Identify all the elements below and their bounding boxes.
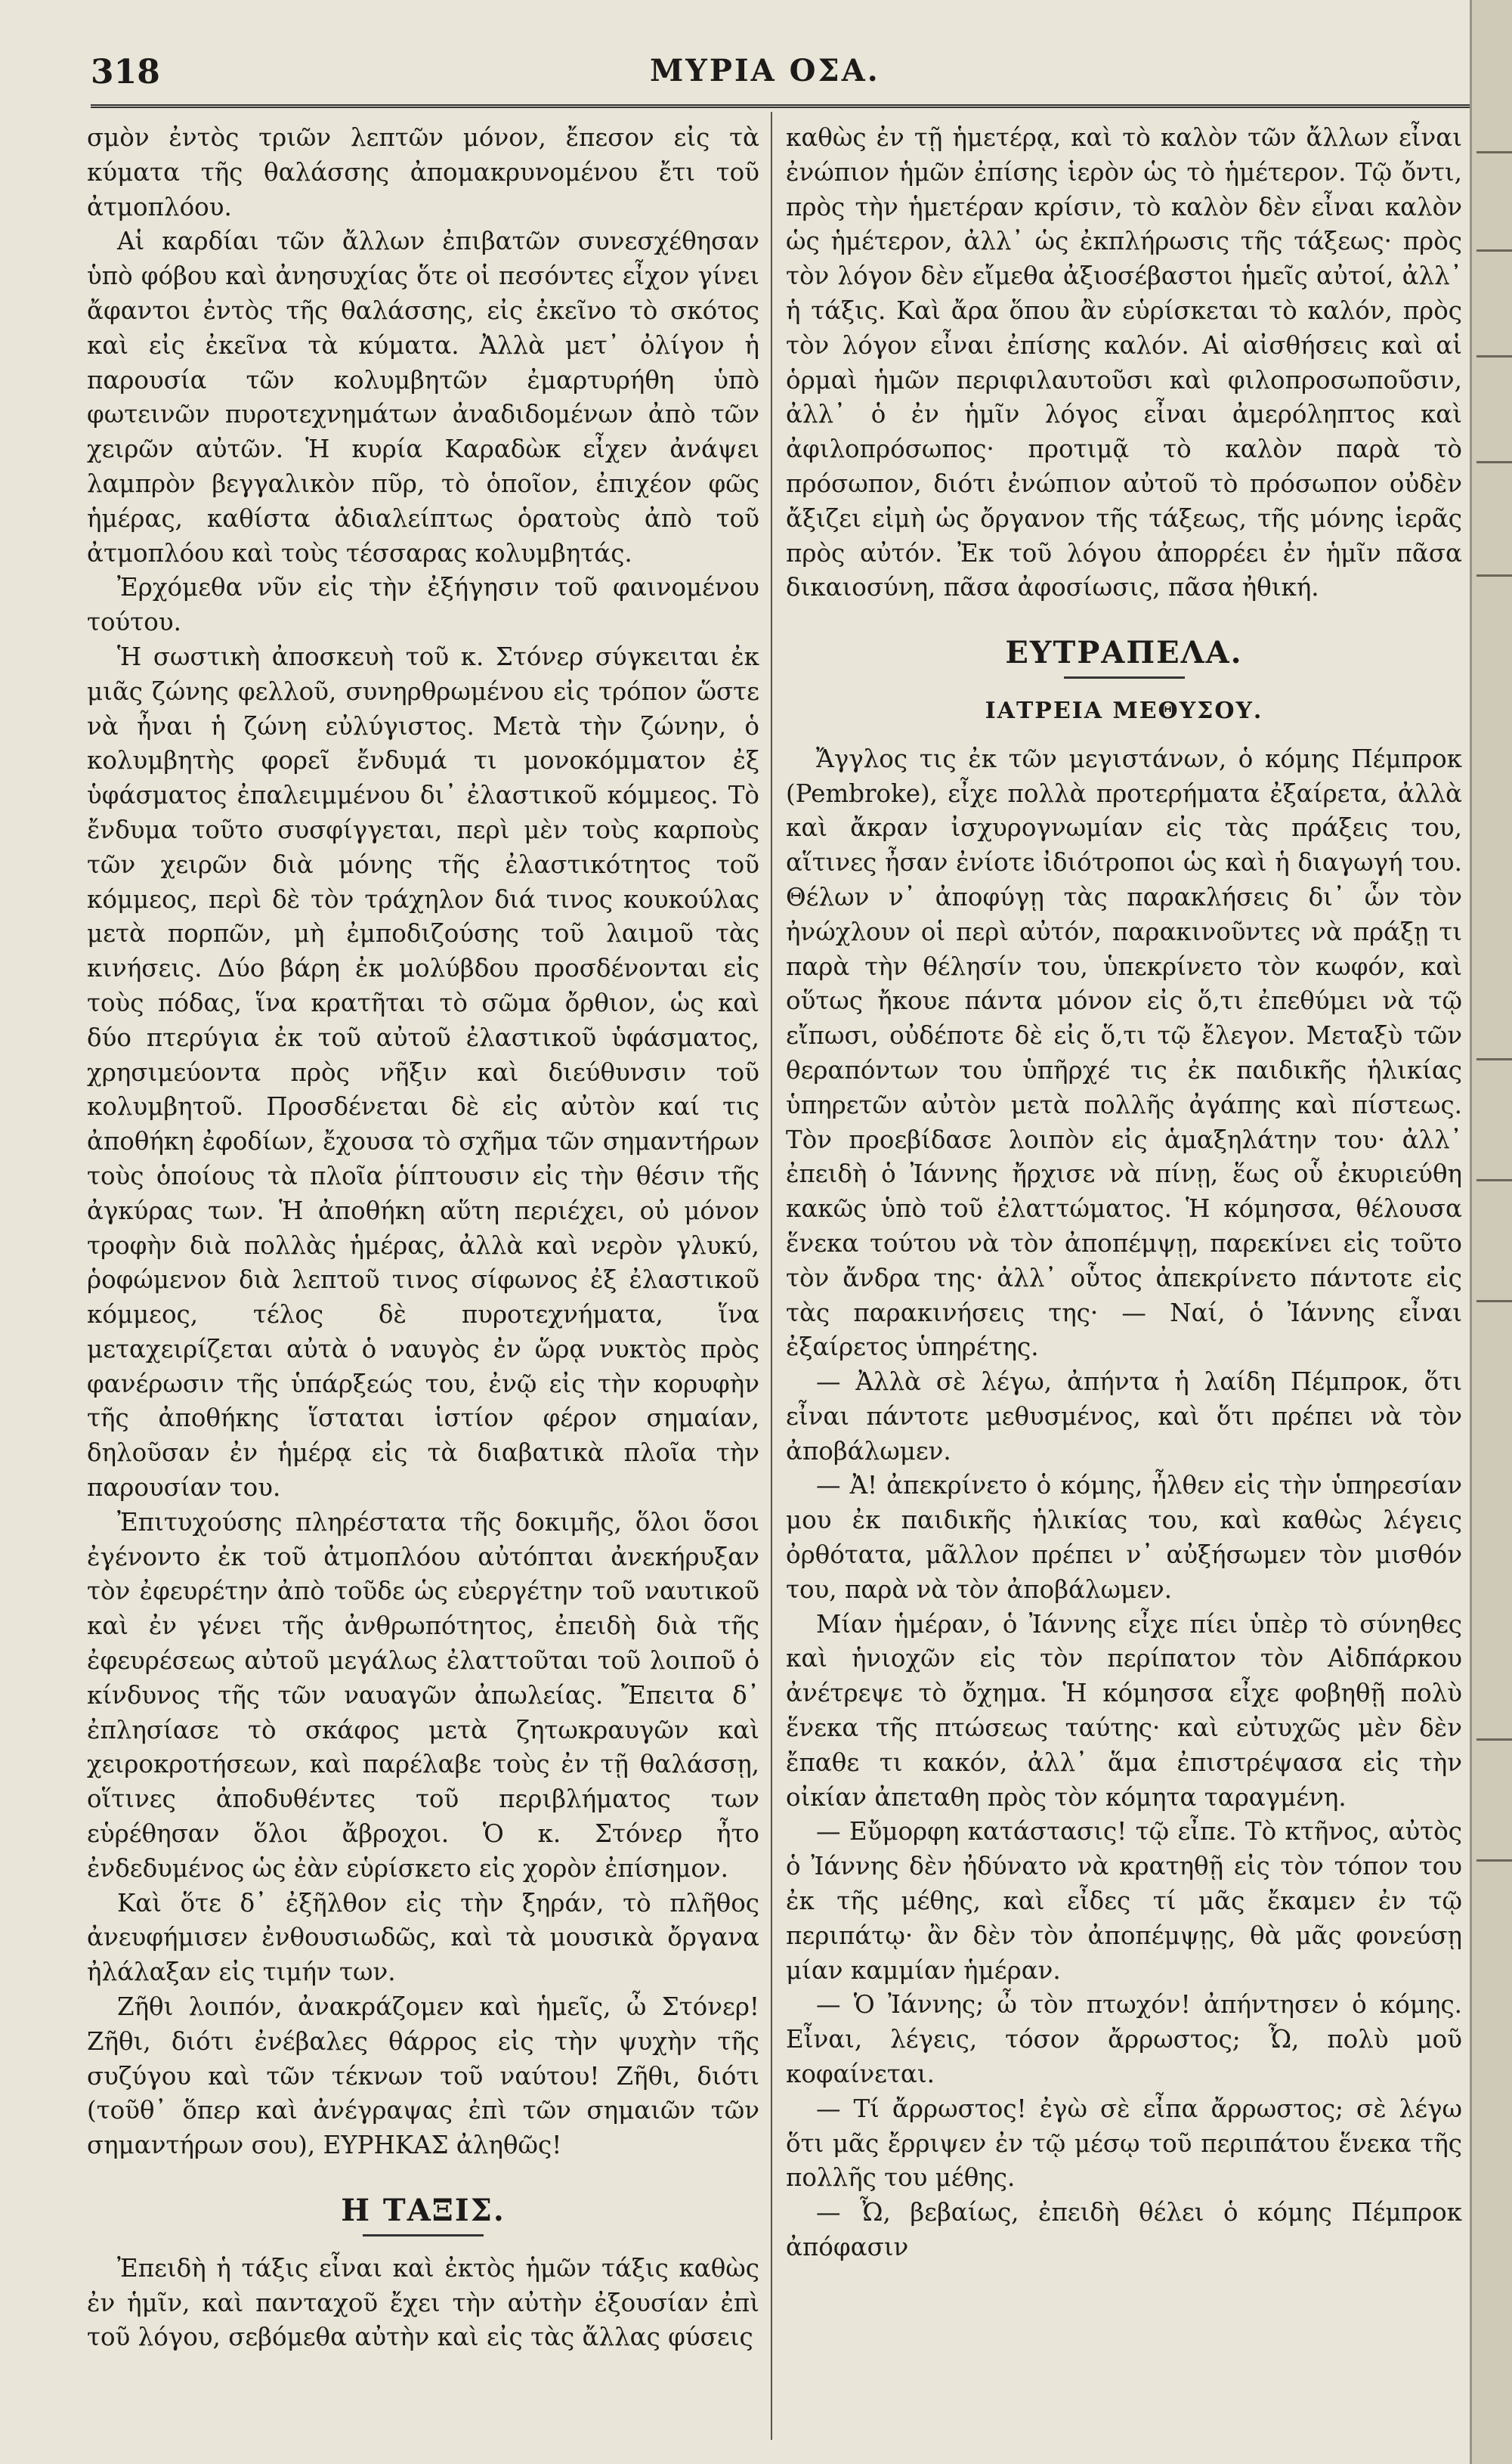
paragraph: — Εὔμορφη κατάστασις! τῷ εἶπε. Τὸ κτῆνος, αὐτὸς ὁ Ἰάννης δὲν ἠδύνατο νὰ κρατηθῇ εἰς τὸν τόπον του ἐκ τῆς μέθης, καὶ εἶδες τί μᾶς ἔκαμεν ἐν τῷ περιπάτῳ· ἂν δὲν τὸν ἀποπέμψῃς, θὰ μᾶς φονεύσῃ μίαν καμμίαν ἡμέραν. <box>786 1817 1462 1985</box>
paragraph: — Ὁ Ἰάννης; ὦ τὸν πτωχόν! ἀπήντησεν ὁ κόμης. Εἶναι, λέγεις, τόσον ἄρρωστος; Ὦ, πολὺ μοῦ κοφαίνεται. <box>786 1990 1462 2089</box>
paragraph: — Ἀ! ἀπεκρίνετο ὁ κόμης, ἦλθεν εἰς τὴν ὑπηρεσίαν μου ἐκ παιδικῆς ἡλικίας του, καὶ καθὼς λέγεις ὀρθότατα, μᾶλλον πρέπει ν᾽ αὐξήσωμεν τὸν μισθόν του, παρὰ νὰ τὸν ἀποβάλωμεν. <box>786 1471 1462 1604</box>
paragraph: Αἱ καρδίαι τῶν ἄλλων ἐπιβατῶν συνεσχέθησαν ὑπὸ φόβου καὶ ἀνησυχίας ὅτε οἱ πεσόντες εἶχον γίνει ἄφαντοι ἐντὸς τῆς θαλάσσης, εἰς ἐκεῖνο τὸ σκότος καὶ εἰς ἐκεῖνα τὰ κύματα. Ἀλλὰ μετ᾽ ὀλίγον ἡ παρουσία τῶν κολυμβητῶν ἐμαρτυρήθη ὑπὸ φωτεινῶν πυροτεχνημάτων ἀναδιδομένων ἀπὸ τῶν χειρῶν αὐτῶν. Ἡ κυρία Καραδὼκ εἶχεν ἀνάψει λαμπρὸν βεγγαλικὸν πῦρ, τὸ ὁποῖον, ἐπιχέον φῶς ἡμέρας, καθίστα ἀδιαλείπτως ὁρατοὺς ἀπὸ τοῦ ἀτμοπλόου καὶ τοὺς τέσσαρας κολυμβητάς. <box>87 227 759 568</box>
paragraph: — Τί ἄρρωστος! ἐγὼ σὲ εἶπα ἄρρωστος; σὲ λέγω ὅτι μᾶς ἔρριψεν ἐν τῷ μέσῳ τοῦ περιπάτου ἕνεκα τῆς πολλῆς του μέθης. <box>786 2094 1462 2193</box>
facing-text-fragment <box>1476 1859 1512 1862</box>
paragraph: Ἐρχόμεθα νῦν εἰς τὴν ἐξήγησιν τοῦ φαινομένου τούτου. <box>87 573 759 637</box>
paragraph: Καὶ ὅτε δ᾽ ἐξῆλθον εἰς τὴν ξηράν, τὸ πλῆθος ἀνευφήμισεν ἐνθουσιωδῶς, καὶ τὰ μουσικὰ ὄργανα ἠλάλαξαν εἰς τιμήν των. <box>87 1888 759 1987</box>
facing-text-fragment <box>1476 151 1512 153</box>
paragraph: Ἐπιτυχούσης πληρέστατα τῆς δοκιμῆς, ὅλοι ὅσοι ἐγένοντο ἐκ τοῦ ἀτμοπλόου αὐτόπται ἀνεκήρυξαν τὸν ἐφευρέτην ἀπὸ τοῦδε ὡς εὐεργέτην τοῦ ναυτικοῦ καὶ ἐν γένει τῆς ἀνθρωπότητος, ἐπειδὴ διὰ τῆς ἐφευρέσεως αὐτοῦ μεγάλως ἐλαττοῦται τοῦ λοιποῦ ὁ κίνδυνος τῆς τῶν ναυαγῶν ἀπωλείας. Ἔπειτα δ᾽ ἐπλησίασε τὸ σκάφος μετὰ ζητωκραυγῶν καὶ χειροκροτήσεων, καὶ παρέλαβε τοὺς ἐν τῇ θαλάσσῃ, οἵτινες ἀποδυθέντες τοῦ περιβλήματος των εὑρέθησαν ὅλοι ἄβροχοι. Ὁ κ. Στόνερ ἦτο ἐνδεδυμένος ὡς ἐὰν εὑρίσκετο εἰς χορὸν ἐπίσημον. <box>87 1507 759 1883</box>
facing-text-fragment <box>1476 1738 1512 1741</box>
paragraph: Μίαν ἡμέραν, ὁ Ἰάννης εἶχε πίει ὑπὲρ τὸ σύνηθες καὶ ἡνιοχῶν εἰς τὸν περίπατον τὸν Αἰδπάρκου ἀνέτρεψε τὸ ὄχημα. Ἡ κόμησσα εἶχε φοβηθῇ πολὺ ἕνεκα τῆς πτώσεως ταύτης· καὶ εὐτυχῶς μὲν δὲν ἔπαθε τι κακόν, ἀλλ᾽ ἅμα ἐπιστρέψασα εἰς τὴν οἰκίαν ἀπεταθη πρὸς τὸν κόμητα ταραγμένη. <box>786 1609 1462 1812</box>
paragraph: — Ἀλλὰ σὲ λέγω, ἀπήντα ἡ λαίδη Πέμπροκ, ὅτι εἶναι πάντοτε μεθυσμένος, καὶ ὅτι πρέπει νὰ τὸν ἀποβάλωμεν. <box>786 1367 1462 1466</box>
facing-page-edge <box>1470 0 1512 2464</box>
paragraph: Ἡ σωστικὴ ἀποσκευὴ τοῦ κ. Στόνερ σύγκειται ἐκ μιᾶς ζώνης φελλοῦ, συνηρθρωμένου εἰς τρόπον ὥστε νὰ ἦναι ἡ ζώνη εὐλύγιστος. Μετὰ τὴν ζώνην, ὁ κολυμβητὴς φορεῖ ἔνδυμά τι μονοκόμματον ἐξ ὑφάσματος ἐπαλειμμένου δι᾽ ἐλαστικοῦ κόμμεος. Τὸ ἔνδυμα τοῦτο συσφίγγεται, περὶ μὲν τοὺς καρποὺς τῶν χειρῶν διὰ μόνης τῆς ἐλαστικότητος τοῦ κόμμεος, περὶ δὲ τὸν τράχηλον διά τινος κουκούλας μετὰ πορπῶν, μὴ ἐμποδιζούσης τοῦ λαιμοῦ τὰς κινήσεις. Δύο βάρη ἐκ μολύβδου προσδένονται εἰς τοὺς πόδας, ἵνα κρατῆται τὸ σῶμα ὄρθιον, ὡς καὶ δύο πτερύγια ἐκ τοῦ αὐτοῦ ἐλαστικοῦ ὑφάσματος, χρησιμεύοντα πρὸς νῆξιν καὶ διεύθυνσιν τοῦ κολυμβητοῦ. Προσδένεται δὲ εἰς αὐτὸν καί τις ἀποθήκη ἐφοδίων, ἔχουσα τὸ σχῆμα τῶν σημαντήρων τοὺς ὁποίους τὰ πλοῖα ῥίπτουσιν εἰς τὴν θέσιν τῆς ἀγκύρας των. Ἡ ἀποθήκη αὕτη περιέχει, οὐ μόνον τροφὴν διὰ πολλὰς ἡμέρας, ἀλλὰ καὶ νερὸν γλυκύ, ῥοφώμενον διὰ λεπτοῦ τινος σίφωνος ἐξ ἐλαστικοῦ κόμμεος, τέλος δὲ πυροτεχνήματα, ἵνα μεταχειρίζεται αὐτὰ ὁ ναυγὸς ἐν ὥρᾳ νυκτὸς πρὸς φανέρωσιν τῆς ὑπάρξεώς του, ἐνῷ εἰς τὴν κορυφὴν τῆς ἀποθήκης ἵσταται ἱστίον φέρον σημαίαν, δηλοῦσαν ἐν ἡμέρᾳ εἰς τὰ διαβατικὰ πλοῖα τὴν παρουσίαν του. <box>87 642 759 1503</box>
section-rule <box>1064 676 1185 679</box>
paragraph: Ἐπειδὴ ἡ τάξις εἶναι καὶ ἐκτὸς ἡμῶν τάξις καθὼς ἐν ἡμῖν, καὶ πανταχοῦ ἔχει τὴν αὐτὴν ἐξουσίαν ἐπὶ τοῦ λόγου, σεβόμεθα αὐτὴν καὶ εἰς τὰς ἄλλας φύσεις <box>87 2253 759 2352</box>
facing-text-fragment <box>1476 1300 1512 1302</box>
paragraph: Ἄγγλος τις ἐκ τῶν μεγιστάνων, ὁ κόμης Πέμπροκ (Pembroke), εἶχε πολλὰ προτερήματα ἐξαίρετα, ἀλλὰ καὶ ἄκραν ἰσχυρογνωμίαν εἰς τὰς πράξεις του, αἵτινες ἦσαν ἐνίοτε ἰδιότροποι ὡς καὶ ἡ διαγωγή του. Θέλων ν᾽ ἀποφύγῃ τὰς παρακλήσεις δι᾽ ὧν τὸν ἠνώχλουν οἱ περὶ αὐτόν, παρακινοῦντες νὰ πράξῃ τι παρὰ τὴν θέλησίν του, ὑπεκρίνετο τὸν κωφόν, καὶ οὕτως ἤκουε πάντα μόνον εἰς ὅ,τι ἐπεθύμει νὰ τῷ εἴπωσι, οὐδέποτε δὲ εἰς ὅ,τι τῷ ἔλεγον. Μεταξὺ τῶν θεραπόντων του ὑπῆρχέ τις ἐκ παιδικῆς ἡλικίας ὑπηρετῶν αὐτὸν μετὰ πολλῆς ἀγάπης καὶ πίστεως. Τὸν προεβίδασε λοιπὸν εἰς ἁμαξηλάτην του· ἀλλ᾽ ἐπειδὴ ὁ Ἰάννης ἤρχισε νὰ πίνῃ, ἕως οὗ ἐκυριεύθη κακῶς ὑπὸ τοῦ ἐλαττώματος. Ἡ κόμησσα, θέλουσα ἕνεκα τούτου νὰ τὸν ἀποπέμψῃ, παρεκίνει εἰς τοῦτο τὸν ἄνδρα της· ἀλλ᾽ οὗτος ἀπεκρίνετο πάντοτε εἰς τὰς παρακινήσεις της· — Ναί, ὁ Ἰάννης εἶναι ἐξαίρετος ὑπηρέτης. <box>786 744 1462 1362</box>
column-divider <box>771 112 772 2440</box>
facing-text-fragment <box>1476 1058 1512 1060</box>
page-number: 318 <box>91 53 160 91</box>
subsection-title: ΙΑΤΡΕΙΑ ΜΕΘΥΣΟΥ. <box>985 697 1263 724</box>
journal-title: ΜΥΡΙΑ ΟΣΑ. <box>650 53 880 88</box>
running-head <box>91 53 1473 106</box>
paragraph: καθὼς ἐν τῇ ἡμετέρᾳ, καὶ τὸ καλὸν τῶν ἄλλων εἶναι ἐνώπιον ἡμῶν ἐπίσης ἱερὸν ὡς τὸ ἡμέτερον. Τῷ ὄντι, πρὸς τὴν ἡμετέραν κρίσιν, τὸ καλὸν δὲν εἶναι καλὸν ὡς ἡμέτερον, ἀλλ᾽ ὡς ἐκπλήρωσις τῆς τάξεως· πρὸς τὸν λόγον δὲν εἴμεθα ἀξιοσέβαστοι ἡμεῖς αὐτοί, ἀλλ᾽ ἡ τάξις. Καὶ ἄρα ὅπου ἂν εὑρίσκεται τὸ καλόν, πρὸς τὸν λόγον εἶναι ἐπίσης καλόν. Αἱ αἰσθήσεις καὶ αἱ ὁρμαὶ ἡμῶν περιφιλαυτοῦσι καὶ φιλοπροσωποῦσιν, ἀλλ᾽ ὁ ἐν ἡμῖν λόγος εἶναι ἀμερόληπτος καὶ ἀφιλοπρόσωπος· προτιμᾷ τὸ καλὸν παρὰ τὸ πρόσωπον, διότι ἐνώπιον αὐτοῦ τὸ πρόσωπον οὐδὲν ἄξιζει εἰμὴ ὡς ὄργανον τῆς τάξεως, τῆς μόνης ἱερᾶς πρὸς αὐτόν. Ἐκ τοῦ λόγου ἀπορρέει ἐν ἡμῖν πᾶσα δικαιοσύνη, πᾶσα ἀφοσίωσις, πᾶσα ἠθική. <box>786 123 1462 602</box>
right-column <box>786 121 1462 2265</box>
facing-text-fragment <box>1476 461 1512 463</box>
section-rule <box>363 2234 484 2236</box>
paragraph: σμὸν ἐντὸς τριῶν λεπτῶν μόνον, ἔπεσον εἰς τὰ κύματα τῆς θαλάσσης ἀπομακρυνομένου ἔτι τοῦ ἀτμοπλόου. <box>87 123 759 221</box>
facing-text-fragment <box>1476 574 1512 577</box>
facing-text-fragment <box>1476 1179 1512 1181</box>
paragraph: — Ὦ, βεβαίως, ἐπειδὴ θέλει ὁ κόμης Πέμπροκ ἀπόφασιν <box>786 2198 1462 2262</box>
section-title-eutrapela: ΕΥΤΡΑΠΕΛΑ. <box>1005 635 1243 671</box>
facing-text-fragment <box>1476 355 1512 358</box>
left-column <box>87 121 759 2355</box>
header-rule <box>91 104 1473 108</box>
section-title-taxis: Η ΤΑΞΙΣ. <box>341 2193 506 2229</box>
paragraph: Ζῆθι λοιπόν, ἀνακράζομεν καὶ ἡμεῖς, ὦ Στόνερ! Ζῆθι, διότι ἐνέβαλες θάρρος εἰς τὴν ψυχὴν τῆς συζύγου καὶ τῶν τέκνων τοῦ ναύτου! Ζῆθι, διότι (τοῦθ᾽ ὅπερ καὶ ἀνέγραψας ἐπὶ τῶν σημαιῶν τῶν σημαντήρων σου), ΕΥΡΗΚΑΣ ἀληθῶς! <box>87 1992 759 2160</box>
facing-text-fragment <box>1476 249 1512 252</box>
